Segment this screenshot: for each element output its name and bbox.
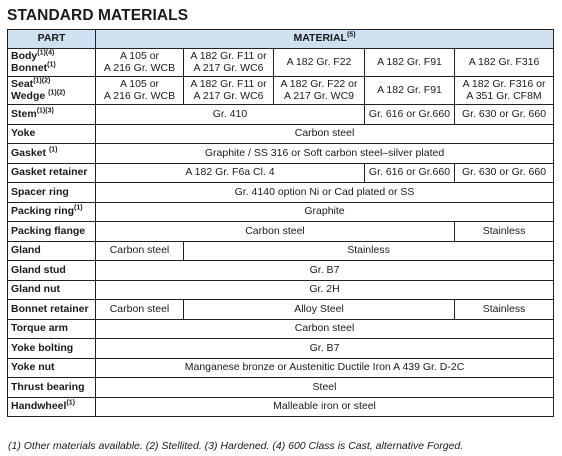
material-cell: Manganese bronze or Austenitic Ductile Iron A 439 Gr. D-2C xyxy=(96,358,554,378)
table-row-yoke-bolting xyxy=(8,339,554,359)
material-cell: Carbon steel xyxy=(96,300,184,320)
material-cell: Malleable iron or steel xyxy=(96,397,554,417)
part-stem: Stem$^{(1)(3)}$ xyxy=(8,105,96,125)
material-cell: Gr. 2H xyxy=(96,280,554,300)
material-cell: Steel xyxy=(96,378,554,398)
table-row-gland-stud xyxy=(8,261,554,281)
material-cell: Gr. B7 xyxy=(96,339,554,359)
part-thrust-bearing: Thrust bearing xyxy=(8,378,96,398)
part-gasket: Gasket $^{(1)}$ xyxy=(8,144,96,164)
part-packing-flange: Packing flange xyxy=(8,222,96,242)
table-row-bonnet-retainer xyxy=(8,300,554,320)
material-cell: Graphite / SS 316 or Soft carbon steel–silver plated xyxy=(96,144,554,164)
table-row-gland xyxy=(8,241,554,261)
table-row-thrust-bearing xyxy=(8,378,554,398)
table-row-seat-wedge xyxy=(8,77,554,105)
table-row-yoke-nut xyxy=(8,358,554,378)
material-cell: Carbon steel xyxy=(96,124,554,144)
table-row-packing-flange xyxy=(8,222,554,242)
material-cell: Carbon steel xyxy=(96,319,554,339)
part-yoke: Yoke xyxy=(8,124,96,144)
part-torque-arm: Torque arm xyxy=(8,319,96,339)
material-cell: Stainless xyxy=(455,300,554,320)
material-cell: Gr. 616 or Gr.660 xyxy=(365,163,455,183)
table-header-row xyxy=(8,30,554,49)
material-cell: Gr. 410 xyxy=(96,105,365,125)
material-cell: Graphite xyxy=(96,202,554,222)
material-cell: Gr. 616 or Gr.660 xyxy=(365,105,455,125)
header-part: PART xyxy=(8,30,96,49)
table-row-gasket-retainer xyxy=(8,163,554,183)
part-gland: Gland xyxy=(8,241,96,261)
part-gland-nut: Gland nut xyxy=(8,280,96,300)
material-cell: Carbon steel xyxy=(96,222,455,242)
page-title: STANDARD MATERIALS xyxy=(7,7,189,24)
table-row-gland-nut xyxy=(8,280,554,300)
material-cell: A 182 Gr. F91 xyxy=(365,77,455,105)
material-cell: Alloy Steel xyxy=(184,300,455,320)
part-gasket-retainer: Gasket retainer xyxy=(8,163,96,183)
material-cell: Gr. 4140 option Ni or Cad plated or SS xyxy=(96,183,554,203)
material-cell: A 182 Gr. F6a Cl. 4 xyxy=(96,163,365,183)
table-row-packing-ring xyxy=(8,202,554,222)
material-cell: Gr. B7 xyxy=(96,261,554,281)
table-row-gasket xyxy=(8,144,554,164)
material-cell: A 182 Gr. F316 xyxy=(455,49,554,77)
part-spacer-ring: Spacer ring xyxy=(8,183,96,203)
footnote: (1) Other materials available. (2) Stellited. (3) Hardened. (4) 600 Class is Cast, alternative Forged. xyxy=(8,440,464,452)
material-cell: A 105 or A 216 Gr. WCB xyxy=(96,49,184,77)
material-cell: Stainless xyxy=(455,222,554,242)
material-cell: A 182 Gr. F11 or A 217 Gr. WC6 xyxy=(184,49,274,77)
table-row-handwheel xyxy=(8,397,554,417)
table-row-stem xyxy=(8,105,554,125)
part-body-bonnet: Body$^{(1)(4)}$ Bonnet$^{(1)}$ xyxy=(8,49,96,77)
header-material: MATERIAL$^{(5)}$ xyxy=(96,30,554,49)
material-cell: Stainless xyxy=(184,241,554,261)
part-yoke-bolting: Yoke bolting xyxy=(8,339,96,359)
table-row-body-bonnet xyxy=(8,49,554,77)
material-cell: Gr. 630 or Gr. 660 xyxy=(455,105,554,125)
material-cell: A 105 or A 216 Gr. WCB xyxy=(96,77,184,105)
material-cell: A 182 Gr. F22 or A 217 Gr. WC9 xyxy=(274,77,365,105)
part-handwheel: Handwheel$^{(1)}$ xyxy=(8,397,96,417)
part-yoke-nut: Yoke nut xyxy=(8,358,96,378)
material-cell: A 182 Gr. F316 or A 351 Gr. CF8M xyxy=(455,77,554,105)
material-cell: A 182 Gr. F11 or A 217 Gr. WC6 xyxy=(184,77,274,105)
table-row-spacer-ring xyxy=(8,183,554,203)
table-row-yoke xyxy=(8,124,554,144)
part-bonnet-retainer: Bonnet retainer xyxy=(8,300,96,320)
materials-table xyxy=(7,29,554,417)
material-cell: A 182 Gr. F91 xyxy=(365,49,455,77)
part-packing-ring: Packing ring$^{(1)}$ xyxy=(8,202,96,222)
material-cell: A 182 Gr. F22 xyxy=(274,49,365,77)
table-row-torque-arm xyxy=(8,319,554,339)
material-cell: Gr. 630 or Gr. 660 xyxy=(455,163,554,183)
part-seat-wedge: Seat$^{(1)(2)}$ Wedge $^{(1)(2)}$ xyxy=(8,77,96,105)
material-cell: Carbon steel xyxy=(96,241,184,261)
part-gland-stud: Gland stud xyxy=(8,261,96,281)
